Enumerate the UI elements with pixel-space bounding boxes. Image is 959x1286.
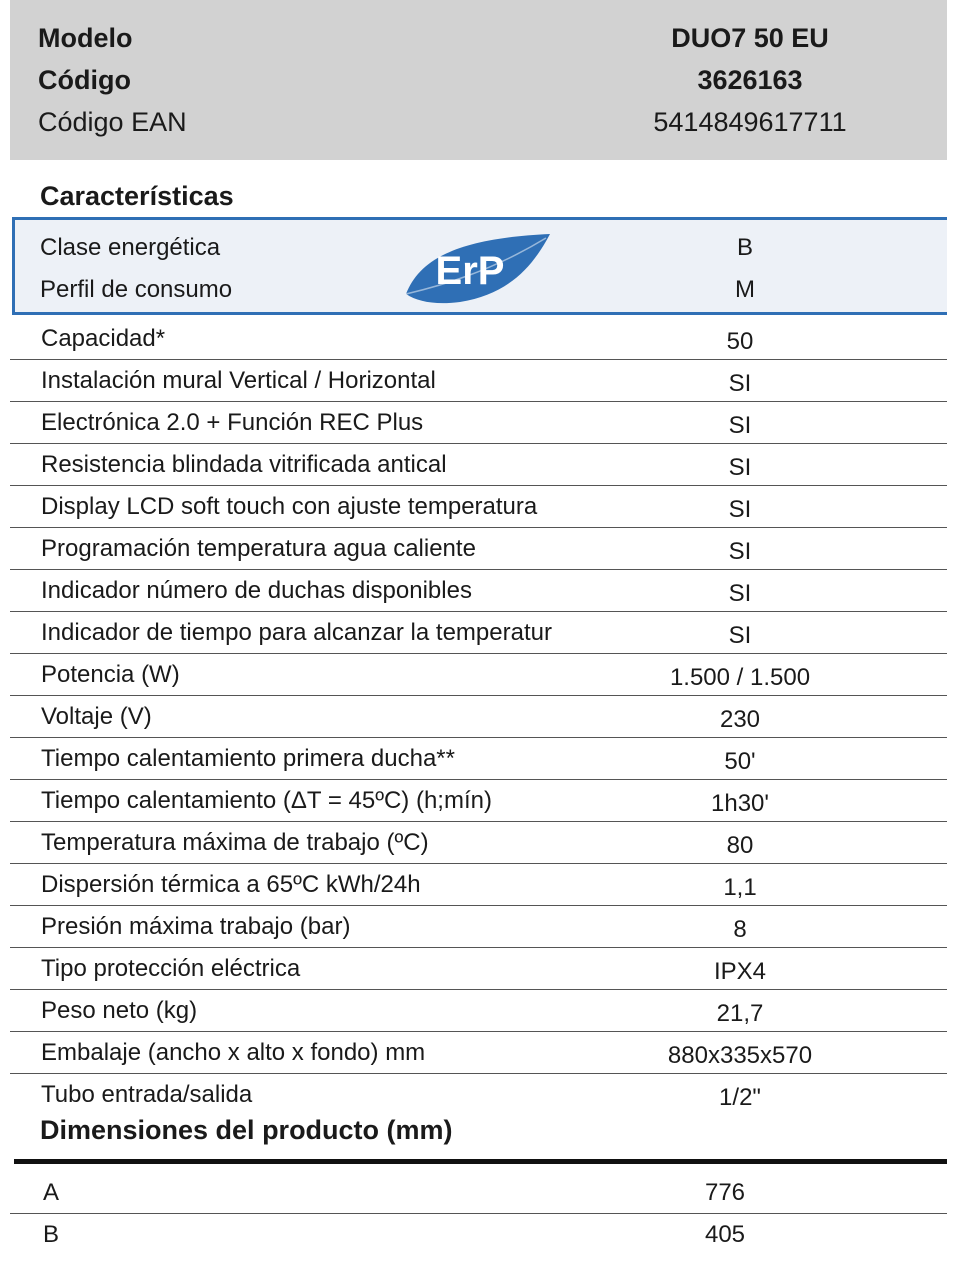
code-label: Código [38,65,131,95]
dimensions-divider [14,1159,947,1164]
spec-value: SI [728,580,752,607]
spec-label: Peso neto (kg) [41,997,198,1024]
dimension-value: 776 [704,1179,746,1206]
erp-box [12,217,947,315]
spec-value: 230 [719,706,761,733]
spec-value: 1h30' [711,790,769,817]
spec-label: Display LCD soft touch con ajuste temperatura [41,493,538,520]
spec-value: SI [728,412,752,439]
spec-value: 21,7 [716,1000,764,1027]
spec-row-installation [10,360,947,402]
ean-label: Código EAN [38,107,187,137]
spec-row-electronics [10,402,947,444]
spec-value: IPX4 [713,958,767,985]
spec-value: 80 [726,832,754,859]
consumption-profile-label: Perfil de consumo [40,276,233,303]
spec-row-showers-indicator [10,570,947,612]
spec-label: Dispersión térmica a 65ºC kWh/24h [41,871,421,898]
spec-value: SI [728,622,752,649]
spec-row-resistance [10,444,947,486]
spec-value: SI [728,370,752,397]
spec-value: 8 [733,916,747,943]
spec-label: Programación temperatura agua caliente [41,535,476,562]
spec-row-programming [10,528,947,570]
spec-row-net-weight [10,990,947,1032]
dimensions-title: Dimensiones del producto (mm) [40,1115,453,1145]
spec-row-thermal-dispersion [10,864,947,906]
erp-logo-text: ErP [435,249,505,293]
spec-value: 1,1 [723,874,757,901]
spec-value: 1/2" [719,1084,761,1111]
spec-label: Potencia (W) [41,661,180,688]
erp-leaf-logo-icon [400,228,550,308]
model-label: Modelo [38,23,133,53]
spec-label: Resistencia blindada vitrificada antical [41,451,447,478]
spec-value: 50' [724,748,756,775]
energy-class-label: Clase energética [40,234,221,261]
spec-value: SI [728,454,752,481]
spec-label: Indicador de tiempo para alcanzar la temperatur [41,619,552,646]
spec-label: Tipo protección eléctrica [41,955,301,982]
consumption-profile-value: M [735,276,755,303]
spec-label: Presión máxima trabajo (bar) [41,913,351,940]
spec-label: Instalación mural Vertical / Horizontal [41,367,436,394]
dimension-row-b [10,1214,947,1256]
code-value: 3626163 [697,65,803,95]
spec-label: Capacidad* [41,325,166,352]
spec-row-display [10,486,947,528]
spec-label: Tubo entrada/salida [41,1081,253,1108]
model-row [10,17,947,59]
dimension-value: 405 [704,1221,746,1248]
spec-value: 1.500 / 1.500 [669,664,811,691]
model-value: DUO7 50 EU [671,23,829,53]
spec-label: Tiempo calentamiento primera ducha** [41,745,455,772]
energy-class-value: B [736,234,753,261]
dimension-label: A [43,1179,60,1206]
spec-row-heating-time [10,780,947,822]
spec-row-voltage [10,696,947,738]
dimension-row-a [10,1172,947,1214]
spec-row-pipe [10,1074,947,1111]
ean-value: 5414849617711 [653,107,847,137]
spec-row-first-shower-time [10,738,947,780]
spec-label: Tiempo calentamiento (ΔT = 45ºC) (h;mín) [41,787,492,814]
spec-row-capacity [10,318,947,360]
header-block [10,0,947,160]
spec-row-packaging [10,1032,947,1074]
spec-sheet [10,0,947,1286]
ean-row [10,101,947,143]
spec-label: Temperatura máxima de trabajo (ºC) [41,829,429,856]
spec-label: Indicador número de duchas disponibles [41,577,472,604]
spec-label: Electrónica 2.0 + Función REC Plus [41,409,424,436]
spec-row-time-indicator [10,612,947,654]
spec-row-max-temperature [10,822,947,864]
spec-row-power [10,654,947,696]
characteristics-table [10,318,947,1111]
spec-value: SI [728,496,752,523]
spec-value: SI [728,538,752,565]
code-row [10,59,947,101]
spec-value: 50 [726,328,754,355]
spec-label: Voltaje (V) [41,703,152,730]
characteristics-title: Características [40,181,234,211]
spec-label: Embalaje (ancho x alto x fondo) mm [41,1039,426,1066]
spec-row-electrical-protection [10,948,947,990]
dimension-label: B [43,1221,60,1248]
spec-value: 880x335x570 [667,1042,813,1069]
spec-row-max-pressure [10,906,947,948]
